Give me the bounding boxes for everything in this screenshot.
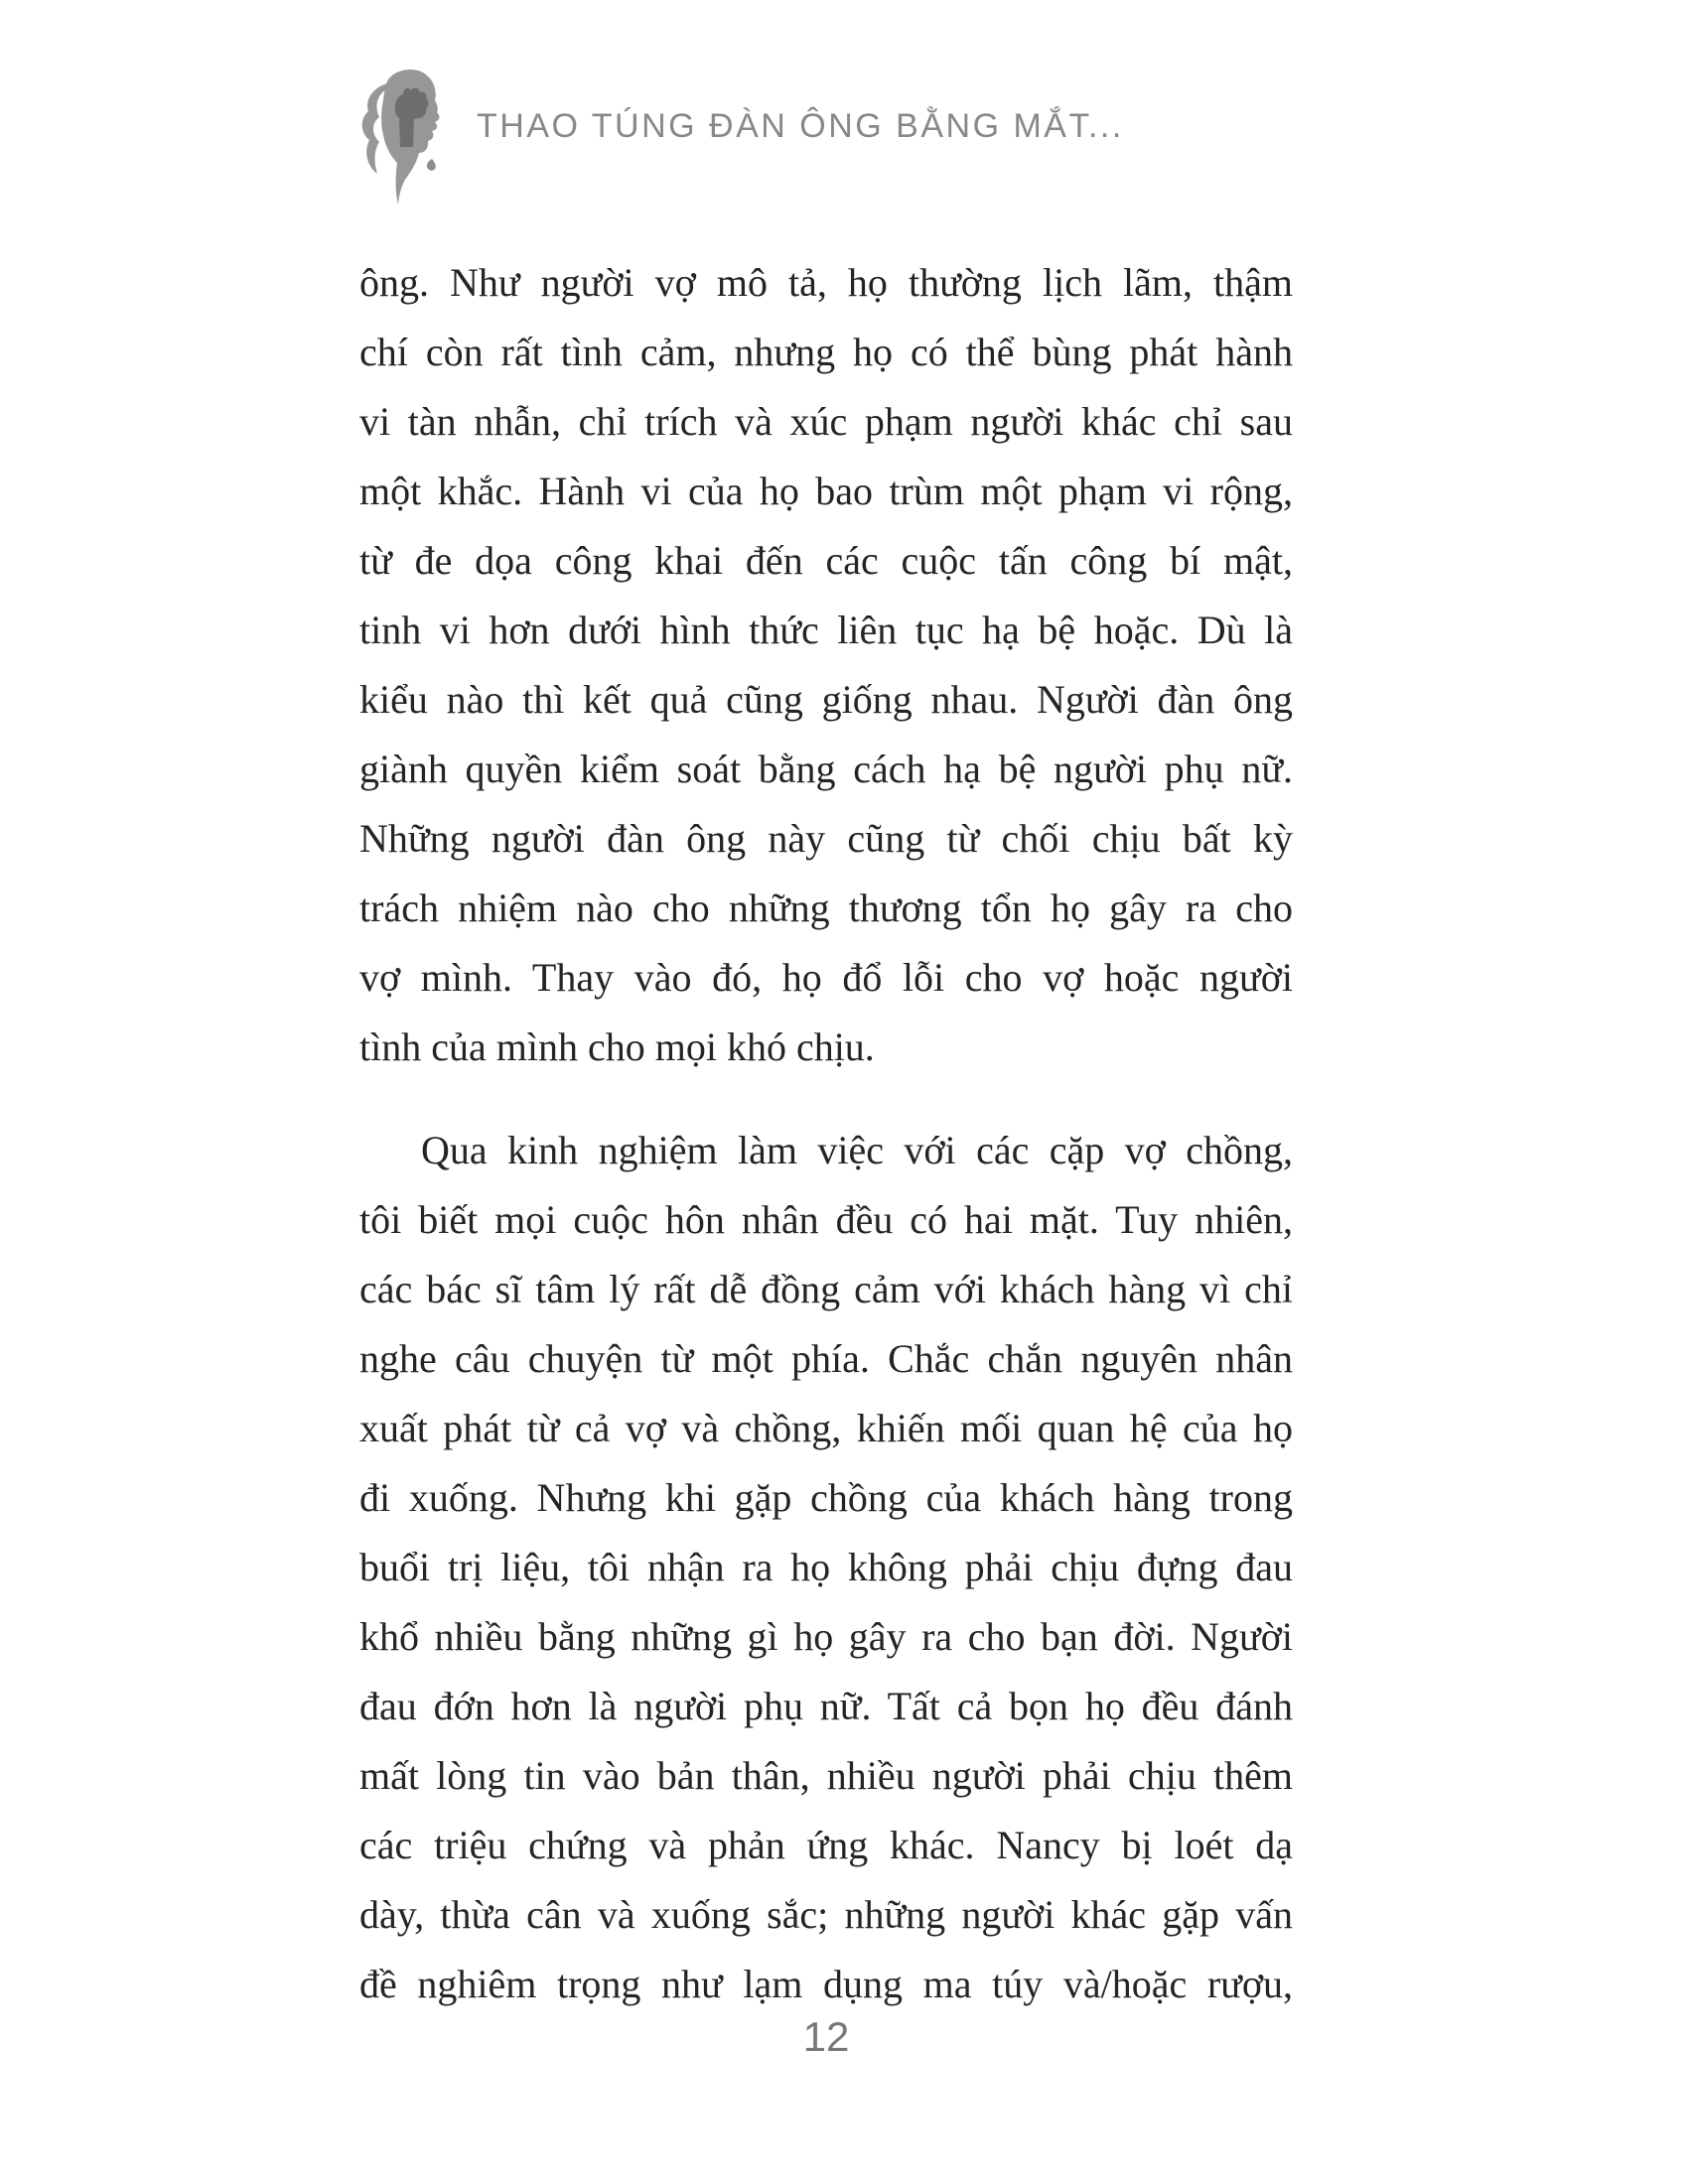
- text-line: vợ mình. Thay vào đó, họ đổ lỗi cho vợ hoặc người: [359, 955, 1293, 1000]
- text-line: khổ nhiều bằng những gì họ gây ra cho bạn đời. Người: [359, 1614, 1293, 1659]
- text-line: các triệu chứng và phản ứng khác. Nancy bị loét dạ: [359, 1823, 1293, 1867]
- text-line: tinh vi hơn dưới hình thức liên tục hạ bệ hoặc. Dù là: [359, 608, 1293, 652]
- text-line: đau đớn hơn là người phụ nữ. Tất cả bọn họ đều đánh: [359, 1684, 1293, 1728]
- paragraph: [359, 1116, 1293, 2019]
- text-line: các bác sĩ tâm lý rất dễ đồng cảm với khách hàng vì chỉ: [359, 1267, 1293, 1311]
- text-line: tôi biết mọi cuộc hôn nhân đều có hai mặt. Tuy nhiên,: [359, 1197, 1293, 1242]
- text-line: xuất phát từ cả vợ và chồng, khiến mối quan hệ của họ: [359, 1406, 1293, 1450]
- text-line: ông. Như người vợ mô tả, họ thường lịch lãm, thậm: [359, 260, 1293, 305]
- text-line: kiểu nào thì kết quả cũng giống nhau. Người đàn ông: [359, 677, 1293, 722]
- page-number: 12: [802, 2013, 850, 2060]
- text-line: trách nhiệm nào cho những thương tổn họ gây ra cho: [359, 886, 1293, 930]
- running-head-title: THAO TÚNG ĐÀN ÔNG BẰNG MẮT...: [477, 107, 1124, 145]
- teardrop-icon: [427, 159, 436, 171]
- text-line: vi tàn nhẫn, chỉ trích và xúc phạm người khác chỉ sau: [359, 399, 1293, 444]
- text-line: đề nghiêm trọng như lạm dụng ma túy và/hoặc rượu,: [359, 1962, 1293, 2006]
- text-line: từ đe dọa công khai đến các cuộc tấn công bí mật,: [359, 538, 1293, 583]
- text-line: chí còn rất tình cảm, nhưng họ có thể bùng phát hành: [359, 330, 1293, 374]
- text-line: nghe câu chuyện từ một phía. Chắc chắn nguyên nhân: [359, 1336, 1293, 1381]
- page-header: [355, 68, 1124, 236]
- woman-head-fist-icon: [355, 68, 455, 224]
- text-line: Những người đàn ông này cũng từ chối chịu bất kỳ: [359, 816, 1293, 861]
- raised-fist-icon: [399, 115, 414, 147]
- text-line: buổi trị liệu, tôi nhận ra họ không phải chịu đựng đau: [359, 1545, 1293, 1589]
- text-line: dày, thừa cân và xuống sắc; những người khác gặp vấn: [359, 1892, 1293, 1937]
- text-line: đi xuống. Nhưng khi gặp chồng của khách hàng trong: [359, 1475, 1293, 1520]
- text-line: Qua kinh nghiệm làm việc với các cặp vợ chồng,: [421, 1128, 1293, 1172]
- text-line: tình của mình cho mọi khó chịu.: [359, 1024, 875, 1069]
- text-line: một khắc. Hành vi của họ bao trùm một phạm vi rộng,: [359, 469, 1293, 513]
- text-line: mất lòng tin vào bản thân, nhiều người phải chịu thêm: [359, 1753, 1293, 1798]
- text-line: giành quyền kiểm soát bằng cách hạ bệ người phụ nữ.: [359, 747, 1293, 791]
- paragraph: [359, 248, 1293, 1082]
- body-text: [359, 248, 1293, 2019]
